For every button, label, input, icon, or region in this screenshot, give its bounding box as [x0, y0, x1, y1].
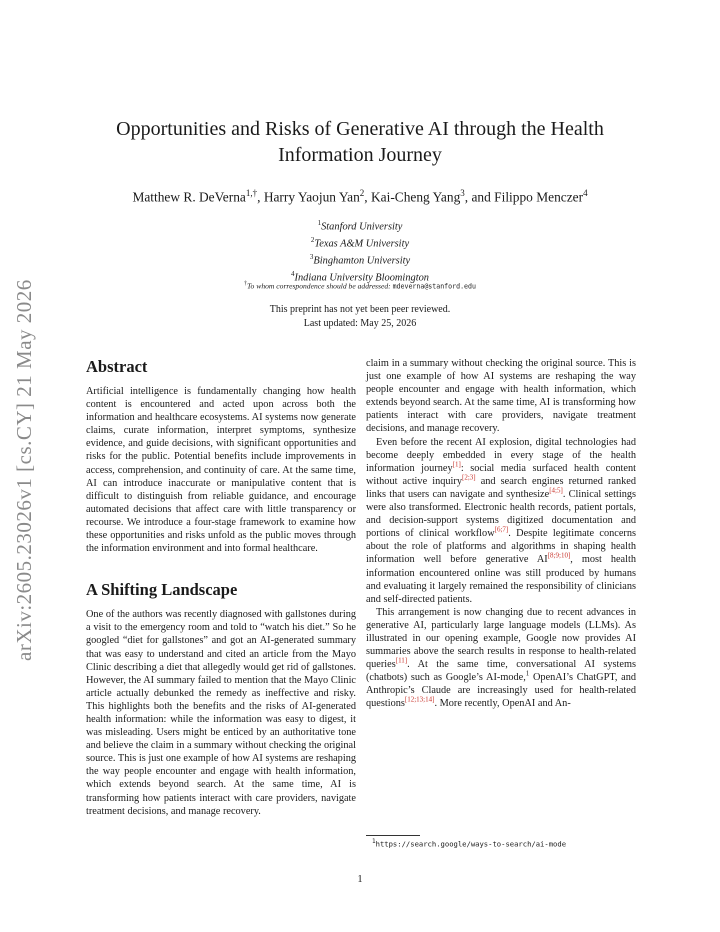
author-name: Kai-Cheng Yang: [371, 189, 461, 205]
author-affil-mark: 1,†: [245, 188, 258, 198]
footnote: $^1$https://search.google/ways-to-search/ai-mode: [372, 838, 567, 849]
citation-link[interactable]: [4;5]: [549, 486, 563, 495]
author-affil-mark: 2: [359, 188, 365, 198]
section-paragraph-2: Even before the recent AI explosion, digital technologies had become deeply embedded in every stage of the health information journey[1]: social media surfaced health content without active inquiry[2;3] and search engines returned ranked links that users can navigate and synthesize[4;5]. Clinical settings were also transformed. Electronic health records, patient portals, and decision-support systems digitized documentation and portions of clinical workflow[6;7]. Despite legitimate concerns about the role of platforms and algorithms in shaping health information well before generative AI[8;9;10], most health information encountered online was still produced by humans and evaluating it largely remained the responsibility of clinicians and self-directed patients.: [366, 436, 637, 605]
correspondence-note: †To whom correspondence should be addressed: mdeverna@stanford.edu: [244, 281, 476, 291]
preprint-status: [84, 303, 636, 330]
page-number: 1: [357, 874, 363, 885]
citation-link[interactable]: [1]: [452, 460, 461, 469]
last-updated: Last updated: May 25, 2026: [303, 317, 417, 329]
citation-link[interactable]: [12;13;14]: [404, 696, 435, 705]
citation-link[interactable]: [11]: [395, 656, 408, 665]
citation-link[interactable]: [2;3]: [461, 473, 476, 482]
correspondence-email: mdeverna@stanford.edu: [392, 282, 476, 291]
citation-link[interactable]: [8;9;10]: [547, 551, 571, 560]
footnote-mark[interactable]: 1: [525, 669, 530, 678]
paper-title: Opportunities and Risks of Generative AI through the Health Information Journey: [116, 118, 604, 166]
section-paragraph-3: This arrangement is now changing due to recent advances in generative AI, particularly large language models (LLMs). As illustrated in our opening example, Google now provides AI summaries above the search results in response to health-related queries[11]. At the same time, conversational AI systems (chatbots) such as Google’s AI-mode,$^1$ OpenAI’s ChatGPT, and Anthropic’s Claude are increasingly used for health-related questions[12;13;14]. More recently, OpenAI and An-: [366, 606, 636, 710]
footnote-divider: [366, 835, 420, 836]
right-column: [366, 357, 636, 711]
affiliation: $^3$Binghamton University: [309, 253, 411, 267]
citation-link[interactable]: [6;7]: [494, 525, 509, 534]
section-heading: A Shifting Landscape: [86, 580, 238, 600]
peer-review-note: This preprint has not yet been peer reviewed.: [269, 304, 451, 315]
author-name: Matthew R. DeVerna: [132, 189, 246, 205]
abstract-text: Artificial intelligence is fundamentally changing how health content is encountered and acted upon across both the information and healthcare ecosystems. AI systems now generate claims, curate information, interpret symptoms, synthesize evidence, and guide decisions, with significant opportunities and risks for the public. Potential benefits include improvements in access, comprehension, and continuity of care. At the same time, AI can introduce inaccurate or manipulative content that is difficult to distinguish from reliable guidance, and encourage automated decisions that affect care with little transparency or recourse. We introduce a four-stage framework to examine how these opportunities and risks unfold as the public moves through the information environment and into formal healthcare.: [86, 386, 356, 555]
arxiv-identifier: arXiv:2605.23026v1 [cs.CY] 21 May 2026: [12, 279, 36, 661]
author-affil-mark: 3: [460, 188, 465, 198]
section-paragraph-1: One of the authors was recently diagnosed with gallstones during a visit to the emergency room and told to “watch his diet.” So he googled “diet for gallstones” and got an AI-generated summary that was easy to understand and cited an article from the Mayo Clinic describing a diet that allegedly would get rid of gallstones. However, the AI summary failed to mention that the Mayo Clinic article actually debunked the remedy as ineffective and risky. This highlights both the benefits and the risks of AI-generated health information: while the information was easy to digest, it was misleading. Users might be enticed by an authoritative tone and believe the claim in a summary without checking the original source. This is just one example of how AI systems are reshaping the way people encounter and engage with health information, which extends beyond search. At the same time, AI is transforming how patients interact with care providers, navigate treatment decisions, and manage recovery.: [86, 609, 356, 817]
left-column: [86, 357, 356, 817]
affiliation: $^2$Texas A&M University: [310, 236, 410, 250]
author-name: Harry Yaojun Yan: [263, 189, 360, 205]
affiliation: $^4$Indiana University Bloomington: [291, 270, 429, 284]
affiliation-list: [84, 217, 636, 285]
affiliation: $^1$Stanford University: [317, 219, 403, 233]
author-list: Matthew R. DeVerna$^{1,\dagger}$, Harry Yaojun Yan$^2$, Kai-Cheng Yang$^3$, and Filippo Menczer$^4$: [132, 188, 588, 205]
author-affil-mark: 4: [583, 188, 588, 198]
footnote-url[interactable]: https://search.google/ways-to-search/ai-mode: [375, 839, 567, 849]
abstract-heading: Abstract: [86, 357, 148, 376]
paragraph-continued: claim in a summary without checking the original source. This is just one example of how AI systems are reshaping the way people encounter and engage with health information, which extends beyond search. At the same time, AI is transforming how patients interact with care providers, navigate treatment decisions, and manage recovery.: [366, 358, 636, 435]
author-name: Filippo Menczer: [494, 189, 584, 205]
